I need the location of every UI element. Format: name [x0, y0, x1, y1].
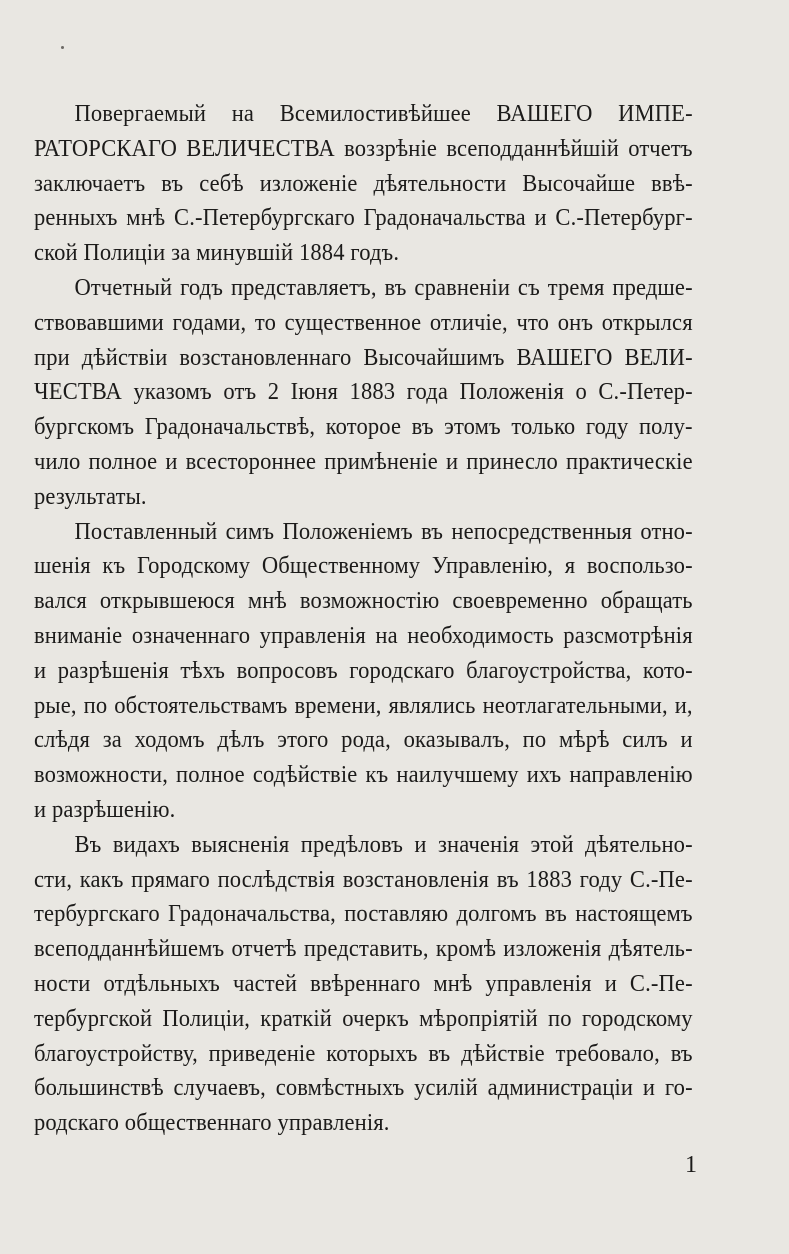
- text-line: Въ видахъ выясненія предѣловъ и значенія этой дѣятельно-: [74, 830, 693, 858]
- text-line: рые, по обстоятельствамъ времени, являлись неотлагательными, и,: [34, 691, 693, 719]
- text-line: Отчетный годъ представляетъ, въ сравненіи съ тремя предше-: [74, 273, 693, 301]
- text-line: тербургской Полиціи, краткій очеркъ мѣропріятій по городскому: [34, 1004, 693, 1032]
- text-line: заключаетъ въ себѣ изложеніе дѣятельности Высочайше ввѣ-: [34, 169, 693, 197]
- text-line: слѣдя за ходомъ дѣлъ этого рода, оказывалъ, по мѣрѣ силъ и: [34, 726, 693, 754]
- text-line: ЧЕСТВА указомъ отъ 2 Іюня 1883 года Положенія о С.-Петер-: [34, 378, 693, 406]
- text-line: тербургскаго Градоначальства, поставляю долгомъ въ настоящемъ: [34, 900, 693, 928]
- text-line: большинствѣ случаевъ, совмѣстныхъ усилій администраціи и го-: [34, 1074, 693, 1102]
- text-line: всеподданнѣйшемъ отчетѣ представить, кромѣ изложенія дѣятель-: [34, 935, 693, 963]
- text-line: ренныхъ мнѣ С.-Петербургскаго Градоначальства и С.-Петербург-: [34, 204, 693, 232]
- text-line: Поставленный симъ Положеніемъ въ непосредственныя отно-: [74, 517, 693, 545]
- text-line: бургскомъ Градоначальствѣ, которое въ этомъ только году полу-: [34, 413, 693, 441]
- text-line: сти, какъ прямаго послѣдствія возстановленія въ 1883 году С.-Пе-: [34, 865, 693, 893]
- text-line: ности отдѣльныхъ частей ввѣреннаго мнѣ управленія и С.-Пе-: [34, 969, 693, 997]
- text-line: ской Полиціи за минувшій 1884 годъ.: [34, 239, 400, 267]
- text-line: Повергаемый на Всемилостивѣйшее ВАШЕГО ИМПЕ-: [74, 100, 693, 127]
- text-line: вался открывшеюся мнѣ возможностію своевременно обращать: [34, 587, 693, 615]
- text-line: и разрѣшенія тѣхъ вопросовъ городскаго благоустройства, кото-: [34, 656, 693, 684]
- text-line: возможности, полное содѣйствіе къ наилучшему ихъ направленію: [34, 761, 693, 789]
- text-line: чило полное и всестороннее примѣненіе и принесло практическіе: [34, 447, 693, 475]
- text-line: шенія къ Городскому Общественному Управленію, я воспользо-: [34, 552, 693, 580]
- text-line: вниманіе означеннаго управленія на необходимость разсмотрѣнія: [34, 621, 693, 649]
- text-line: РАТОРСКАГО ВЕЛИЧЕСТВА воззрѣніе всеподданнѣйшій отчетъ: [34, 134, 693, 162]
- ink-speck: [61, 46, 64, 49]
- text-line: родскаго общественнаго управленія.: [34, 1109, 390, 1137]
- text-line: результаты.: [34, 482, 147, 510]
- page-number: 1: [685, 1152, 697, 1178]
- body-text: [34, 97, 693, 1141]
- text-line: при дѣйствіи возстановленнаго Высочайшимъ ВАШЕГО ВЕЛИ-: [34, 343, 693, 371]
- text-line: ствовавшими годами, то существенное отличіе, что онъ открылся: [34, 308, 693, 336]
- text-line: благоустройству, приведеніе которыхъ въ дѣйствіе требовало, въ: [34, 1039, 693, 1067]
- text-line: и разрѣшенію.: [34, 795, 176, 823]
